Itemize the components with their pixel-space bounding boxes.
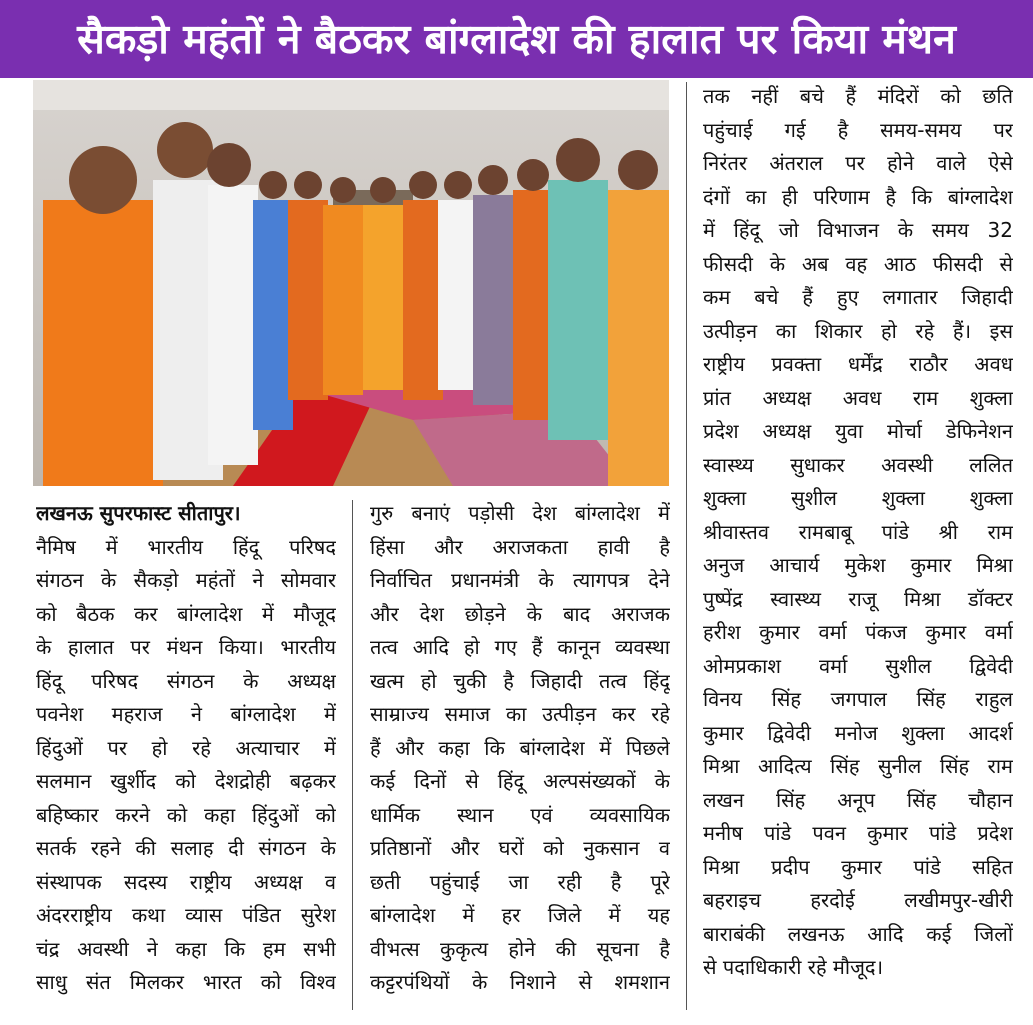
article-line: प्रांत अध्यक्ष अवध राम शुक्ला xyxy=(703,385,1013,410)
article-line: प्रदेश अध्यक्ष युवा मोर्चा डेफिनेशन xyxy=(703,419,1013,443)
article-line: हैं और कहा कि बांग्लादेश में पिछले xyxy=(370,735,670,760)
headline: सैकड़ो महंतों ने बैठकर बांग्लादेश की हालात पर किया मंथन xyxy=(77,15,956,63)
article-line: बहिष्कार करने को कहा हिंदुओं को xyxy=(36,802,336,827)
group-of-people-image xyxy=(33,80,669,486)
article-line: पहुंचाई गई है समय-समय पर xyxy=(703,117,1013,142)
article-line: मिश्रा प्रदीप कुमार पांडे सहित xyxy=(703,854,1013,879)
article-line: गुरु बनाएं पड़ोसी देश बांग्लादेश में xyxy=(370,501,670,525)
article-line: कुमार द्विवेदी मनोज शुक्ला आदर्श xyxy=(703,720,1013,745)
article-line: सलमान खुर्शीद को देशद्रोही बढ़कर xyxy=(36,769,336,793)
article-line: दंगों का ही परिणाम है कि बांग्लादेश xyxy=(703,184,1013,209)
article-line: पवनेश महराज ने बांग्लादेश में xyxy=(36,702,336,726)
article-line: को बैठक कर बांग्लादेश में मौजूद xyxy=(36,601,336,626)
article-line: हरीश कुमार वर्मा पंकज कुमार वर्मा xyxy=(703,620,1013,644)
article-line: धार्मिक स्थान एवं व्यवसायिक xyxy=(370,802,670,827)
article-line: ओमप्रकाश वर्मा सुशील द्विवेदी xyxy=(703,653,1013,678)
article-line: सतर्क रहने की सलाह दी संगठन के xyxy=(36,836,336,860)
article-line: निर्वाचित प्रधानमंत्री के त्यागपत्र देने xyxy=(370,568,670,592)
article-line: फीसदी के अब वह आठ फीसदी से xyxy=(703,251,1013,276)
article-line: तक नहीं बचे हैं मंदिरों को छति xyxy=(703,84,1013,108)
article-line: मनीष पांडे पवन कुमार पांडे प्रदेश xyxy=(703,821,1013,845)
article-line: राष्ट्रीय प्रवक्ता धर्मेंद्र राठौर अवध xyxy=(703,352,1013,376)
article-line: कम बचे हैं हुए लगातार जिहादी xyxy=(703,285,1013,309)
article-line: तत्व आदि हो गए हैं कानून व्यवस्था xyxy=(370,635,670,659)
dateline: लखनऊ सुपरफास्ट सीतापुर। xyxy=(36,501,241,525)
article-column-1 xyxy=(36,497,336,1000)
article-line: हिंदुओं पर हो रहे अत्याचार में xyxy=(36,735,336,760)
article-line: बाराबंकी लखनऊ आदि कई जिलों xyxy=(703,921,1013,946)
article-line: संगठन के सैकड़ो महंतों ने सोमवार xyxy=(36,568,336,592)
article-line: मिश्रा आदित्य सिंह सुनील सिंह राम xyxy=(703,754,1013,778)
article-line: लखन सिंह अनूप सिंह चौहान xyxy=(703,787,1013,812)
article-line: पुष्पेंद्र स्वास्थ्य राजू मिश्रा डॉक्टर xyxy=(703,586,1013,611)
column-divider xyxy=(352,500,353,1010)
article-line: में हिंदू जो विभाजन के समय 32 xyxy=(703,218,1013,242)
news-photo xyxy=(33,80,669,486)
article-line: वीभत्स कुकृत्य होने की सूचना है xyxy=(370,936,670,961)
article-line: बांग्लादेश में हर जिले में यह xyxy=(370,903,670,927)
article-line: उत्पीड़न का शिकार हो रहे हैं। इस xyxy=(703,318,1013,343)
article-line: के हालात पर मंथन किया। भारतीय xyxy=(36,635,336,659)
article-column-2 xyxy=(370,497,670,1000)
article-line: से पदाधिकारी रहे मौजूद। xyxy=(703,955,884,979)
article-line: कट्टरपंथियों के निशाने से शमशान xyxy=(370,970,670,994)
article-line: चंद्र अवस्थी ने कहा कि हम सभी xyxy=(36,936,336,961)
article-line: साधु संत मिलकर भारत को विश्व xyxy=(36,970,336,994)
article-line: छती पहुंचाई जा रही है पूरे xyxy=(370,869,670,894)
article-line: विनय सिंह जगपाल सिंह राहुल xyxy=(703,687,1013,711)
article-line: बहराइच हरदोई लखीमपुर-खीरी xyxy=(703,888,1013,912)
article-line: प्रतिष्ठानों और घरों को नुकसान व xyxy=(370,836,670,860)
article-line: अंदरराष्ट्रीय कथा व्यास पंडित सुरेश xyxy=(36,903,336,927)
article-line: स्वास्थ्य सुधाकर अवस्थी ललित xyxy=(703,452,1013,477)
article-column-3 xyxy=(703,80,1013,985)
article-line: संस्थापक सदस्य राष्ट्रीय अध्यक्ष व xyxy=(36,869,336,894)
article-line: साम्राज्य समाज का उत्पीड़न कर रहे xyxy=(370,702,670,726)
article-line: हिंसा और अराजकता हावी है xyxy=(370,534,670,559)
column-divider xyxy=(686,82,687,1010)
article-line: अनुज आचार्य मुकेश कुमार मिश्रा xyxy=(703,553,1013,577)
article-line: श्रीवास्तव रामबाबू पांडे श्री राम xyxy=(703,519,1013,544)
headline-banner xyxy=(0,0,1033,78)
article-line: और देश छोड़ने के बाद अराजक xyxy=(370,601,670,626)
article-line: कई दिनों से हिंदू अल्पसंख्यकों के xyxy=(370,769,670,793)
article-line: शुक्ला सुशील शुक्ला शुक्ला xyxy=(703,486,1013,510)
article-line: नैमिष में भारतीय हिंदू परिषद xyxy=(36,534,336,559)
article-line: निरंतर अंतराल पर होने वाले ऐसे xyxy=(703,151,1013,175)
article-line: खत्म हो चुकी है जिहादी तत्व हिंदू xyxy=(370,668,670,693)
article-line: हिंदू परिषद संगठन के अध्यक्ष xyxy=(36,668,336,693)
